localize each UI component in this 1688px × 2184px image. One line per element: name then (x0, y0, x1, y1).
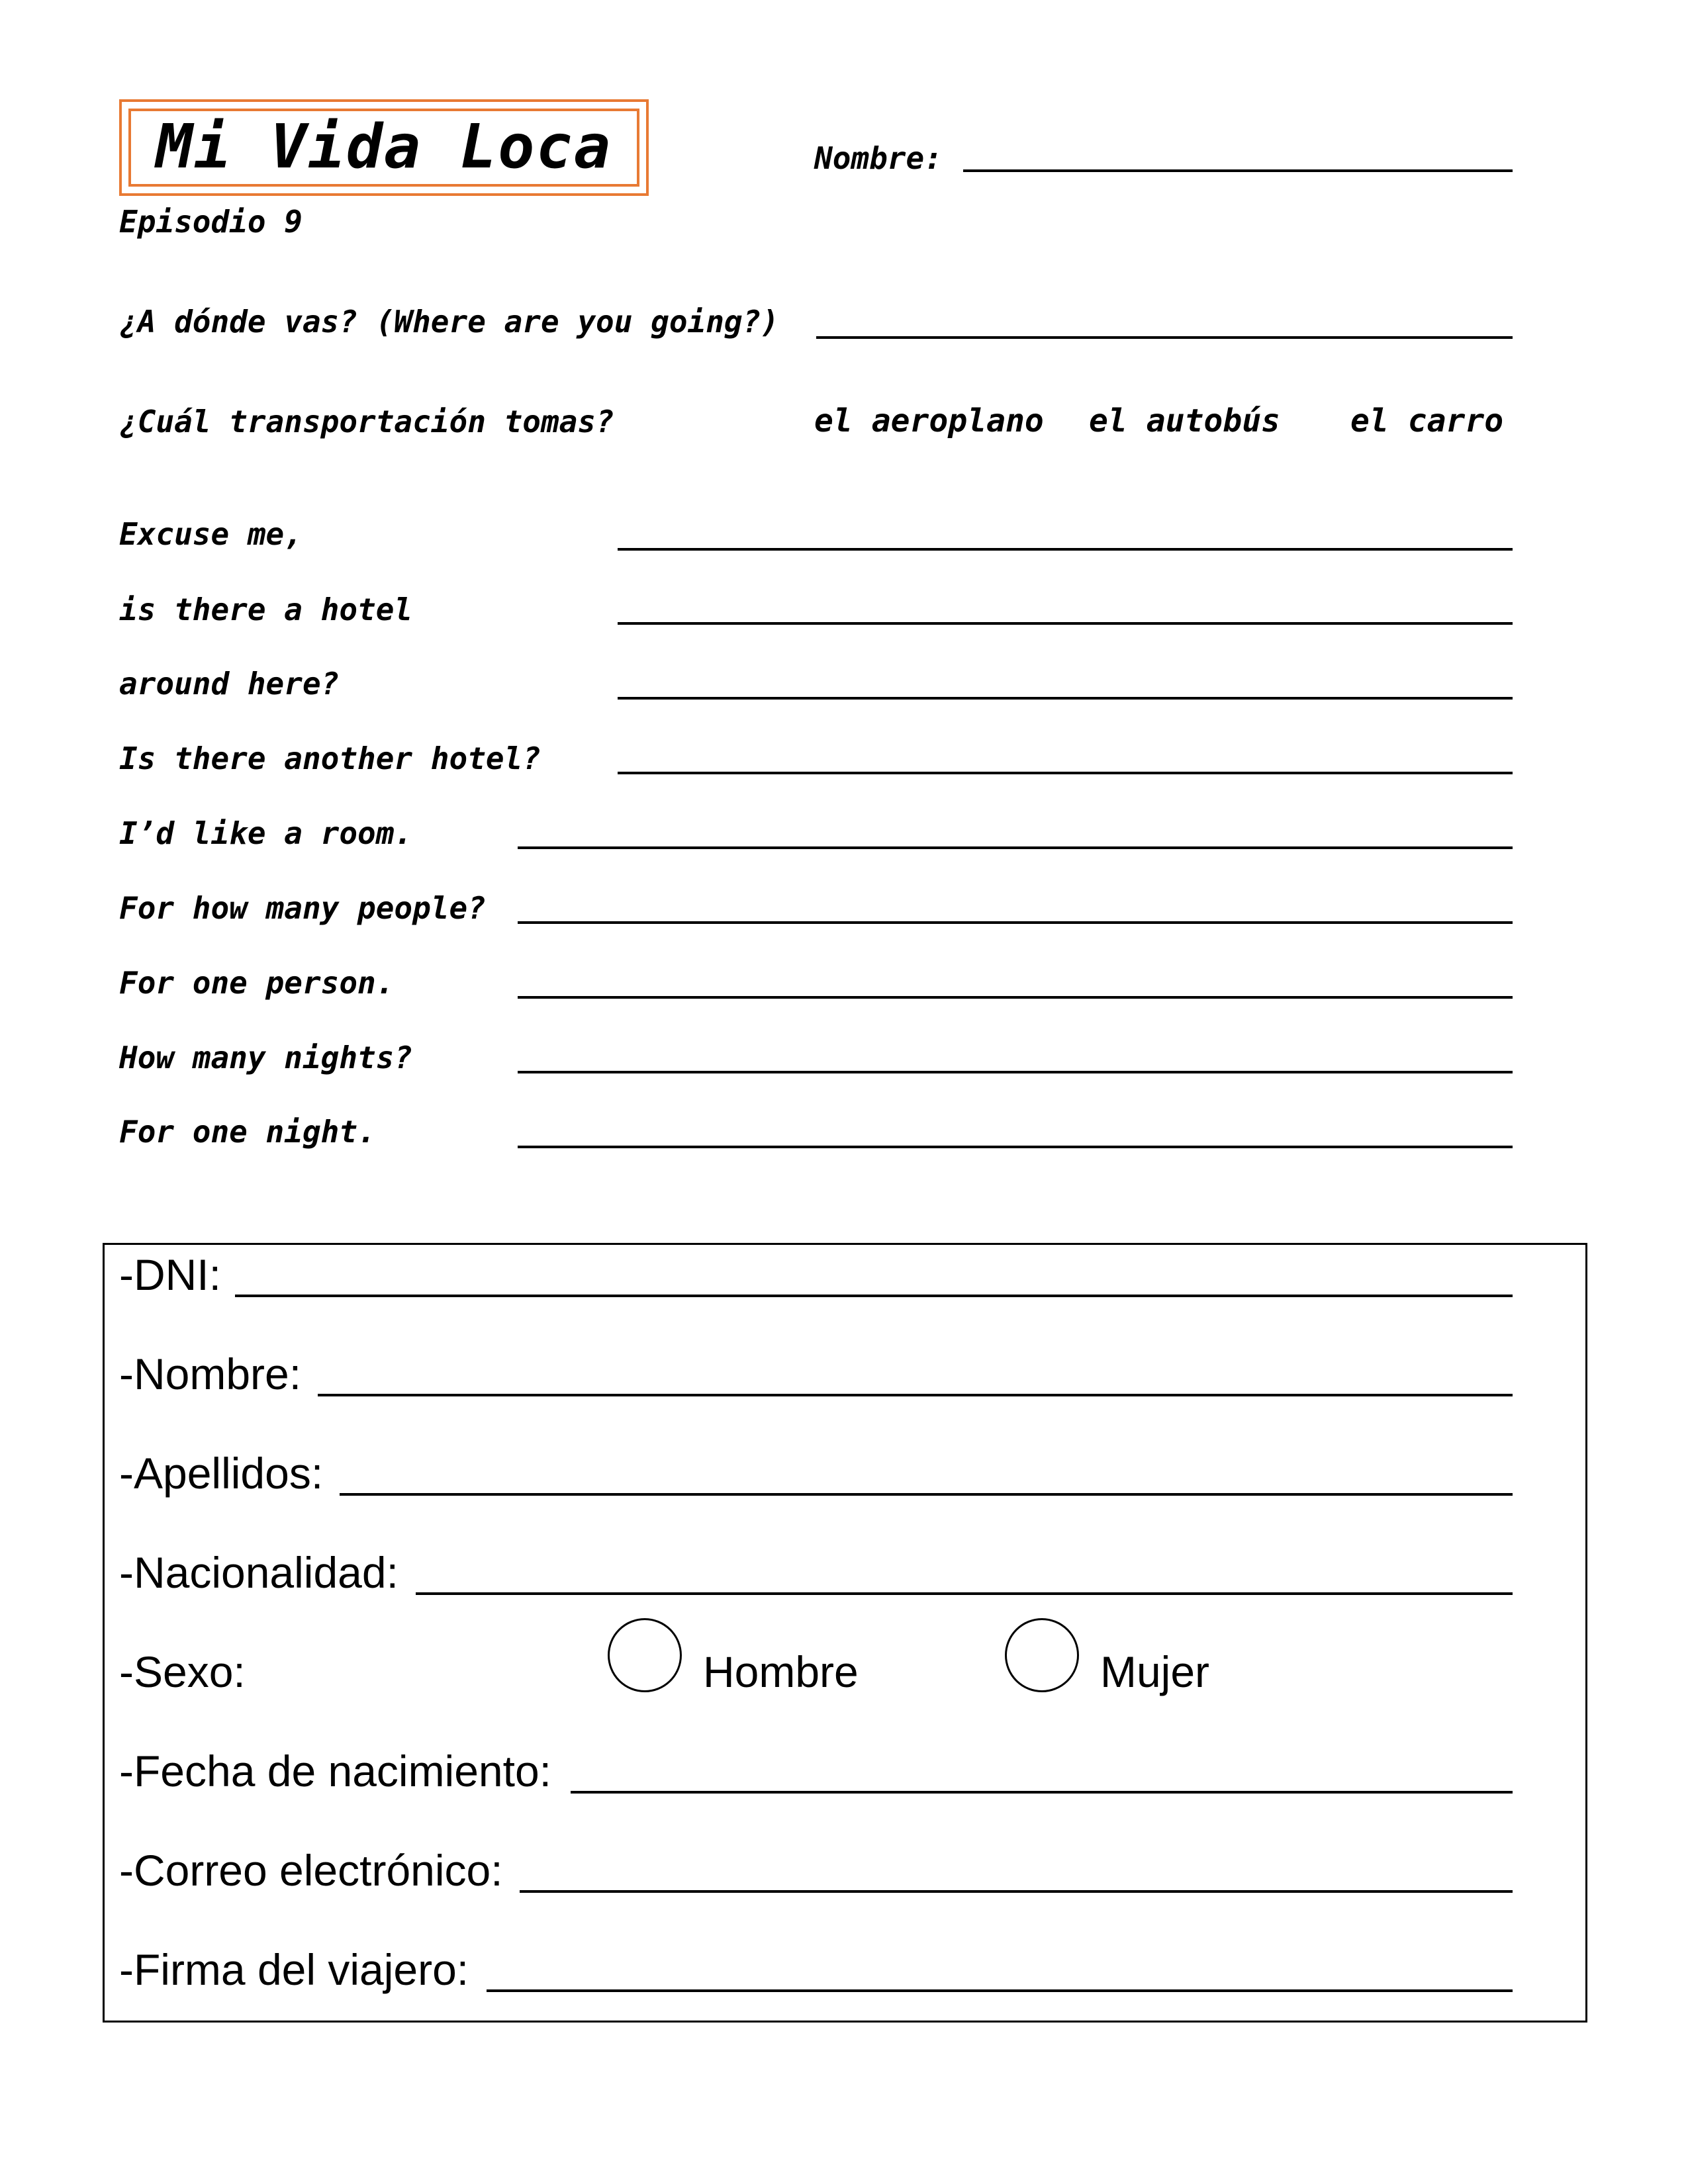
nombre-field[interactable] (318, 1394, 1513, 1396)
destination-question: ¿A dónde vas? (Where are you going?) (119, 304, 779, 340)
correo-label: -Correo electrónico: (119, 1846, 503, 1895)
phrase-answer-line[interactable] (518, 1146, 1513, 1148)
phrase-answer-line[interactable] (518, 1071, 1513, 1073)
phrase-label: around here? (119, 666, 340, 702)
transport-option-aeroplano[interactable]: el aeroplano (814, 402, 1044, 439)
fecha-label: -Fecha de nacimiento: (119, 1747, 552, 1796)
nombre-label: -Nombre: (119, 1349, 302, 1398)
apellidos-label: -Apellidos: (119, 1449, 324, 1498)
worksheet-title: Mi Vida Loca (156, 111, 612, 182)
sexo-label: -Sexo: (119, 1647, 246, 1696)
nacionalidad-field[interactable] (416, 1592, 1513, 1595)
name-line[interactable] (963, 169, 1513, 172)
phrase-answer-line[interactable] (518, 846, 1513, 849)
phrase-label: Excuse me, (119, 516, 303, 552)
fecha-field[interactable] (571, 1791, 1513, 1794)
registration-form (103, 1243, 1587, 2023)
phrase-label: For one night. (119, 1114, 376, 1150)
name-label: Nombre: (814, 140, 943, 176)
transport-option-carro[interactable]: el carro (1350, 402, 1504, 439)
phrase-answer-line[interactable] (618, 697, 1513, 700)
title-frame (119, 99, 649, 196)
phrase-answer-line[interactable] (618, 548, 1513, 551)
correo-field[interactable] (520, 1890, 1513, 1893)
dni-label: -DNI: (119, 1250, 221, 1299)
phrase-label: is there a hotel (119, 592, 413, 627)
phrase-label: For how many people? (119, 890, 486, 926)
hombre-radio[interactable] (608, 1618, 682, 1692)
phrase-answer-line[interactable] (618, 772, 1513, 774)
phrase-answer-line[interactable] (618, 622, 1513, 625)
apellidos-field[interactable] (340, 1493, 1513, 1496)
phrase-label: For one person. (119, 965, 395, 1001)
phrase-answer-line[interactable] (518, 996, 1513, 999)
nacionalidad-label: -Nacionalidad: (119, 1548, 399, 1597)
destination-answer-line[interactable] (816, 336, 1513, 339)
transport-option-autobus[interactable]: el autobús (1089, 402, 1280, 439)
phrase-label: I’d like a room. (119, 815, 413, 851)
firma-field[interactable] (487, 1989, 1513, 1992)
dni-field[interactable] (235, 1295, 1513, 1297)
transport-question: ¿Cuál transportación tomas? (119, 404, 614, 439)
phrase-answer-line[interactable] (518, 921, 1513, 924)
phrase-label: Is there another hotel? (119, 741, 541, 776)
mujer-radio[interactable] (1005, 1618, 1079, 1692)
mujer-label: Mujer (1100, 1647, 1210, 1696)
firma-label: -Firma del viajero: (119, 1945, 469, 1994)
hombre-label: Hombre (703, 1647, 859, 1696)
phrase-label: How many nights? (119, 1040, 413, 1075)
episode-label: Episodio 9 (119, 204, 303, 240)
